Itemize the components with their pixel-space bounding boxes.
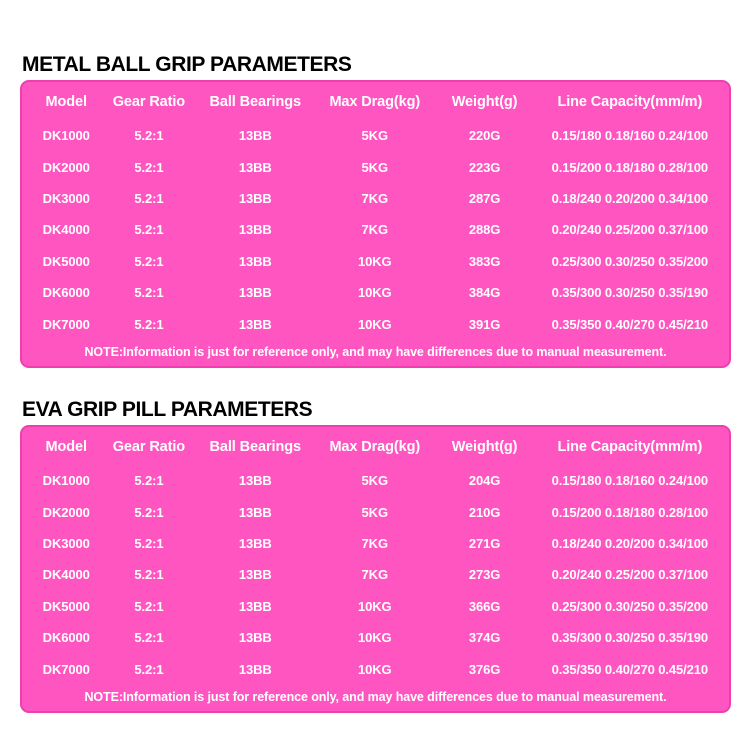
table-cell: 13BB (238, 128, 272, 144)
table-cell: 10KG (357, 253, 392, 269)
column-header: Gear Ratio (112, 94, 186, 110)
table-row (28, 496, 723, 527)
table-cell: DK4000 (42, 567, 90, 583)
table-row (28, 120, 723, 151)
table-row (28, 309, 723, 340)
table-cell: 5.2:1 (134, 661, 164, 677)
column-header: Line Capacity(mm/m) (557, 94, 703, 110)
table-cell: DK2000 (42, 159, 90, 175)
table-cell: 0.18/240 0.20/200 0.34/100 (551, 536, 709, 552)
table-cell: 5KG (361, 504, 388, 520)
table-cell: DK4000 (42, 222, 90, 238)
table-cell: 13BB (238, 191, 272, 207)
table-cell: DK1000 (42, 128, 90, 144)
eva-grip-pill-title: EVA GRIP PILL PARAMETERS (22, 398, 313, 421)
table-cell: DK6000 (42, 285, 90, 301)
table-cell: 384G (468, 285, 501, 301)
table-cell: 5.2:1 (134, 536, 164, 552)
table-cell: DK3000 (42, 536, 90, 552)
table-cell: DK7000 (42, 661, 90, 677)
table-cell: 10KG (357, 285, 392, 301)
table-row (28, 591, 723, 622)
table-cell: DK1000 (42, 473, 90, 489)
table-cell: 13BB (238, 316, 272, 332)
table-cell: 0.15/180 0.18/160 0.24/100 (551, 473, 709, 489)
table-cell: 287G (468, 191, 501, 207)
table-cell: 5.2:1 (134, 316, 164, 332)
table-row (28, 559, 723, 590)
table-cell: 383G (468, 253, 501, 269)
table-cell: 5.2:1 (134, 222, 164, 238)
table-cell: 0.25/300 0.30/250 0.35/200 (551, 253, 709, 269)
table-cell: 376G (468, 661, 501, 677)
table-row (28, 654, 723, 685)
table-cell: 5.2:1 (134, 159, 164, 175)
column-header: Model (45, 439, 87, 455)
table-cell: 5.2:1 (134, 285, 164, 301)
table-cell: 10KG (357, 316, 392, 332)
table-cell: 0.15/200 0.18/180 0.28/100 (551, 159, 709, 175)
table-cell: 13BB (238, 159, 272, 175)
table-cell: DK3000 (42, 191, 90, 207)
table-cell: 5.2:1 (134, 191, 164, 207)
table-cell: 0.15/200 0.18/180 0.28/100 (551, 504, 709, 520)
table-row (28, 277, 723, 308)
table-cell: 0.20/240 0.25/200 0.37/100 (551, 222, 709, 238)
table-cell: 0.35/350 0.40/270 0.45/210 (551, 316, 709, 332)
column-header: Gear Ratio (112, 439, 186, 455)
column-header: Model (45, 94, 87, 110)
table-cell: 13BB (238, 661, 272, 677)
table-cell: 13BB (238, 253, 272, 269)
table-cell: 0.35/350 0.40/270 0.45/210 (551, 661, 709, 677)
table-cell: 220G (468, 128, 501, 144)
table-cell: 223G (468, 159, 501, 175)
table-cell: 271G (468, 536, 501, 552)
table-row (28, 528, 723, 559)
table-cell: 5.2:1 (134, 598, 164, 614)
table-cell: 5.2:1 (134, 504, 164, 520)
table-cell: DK7000 (42, 316, 90, 332)
table-cell: 7KG (361, 567, 388, 583)
table-cell: 13BB (238, 598, 272, 614)
metal-ball-grip-title: METAL BALL GRIP PARAMETERS (22, 53, 352, 76)
table-cell: 0.18/240 0.20/200 0.34/100 (551, 191, 709, 207)
table-cell: 5KG (361, 473, 388, 489)
table-cell: 13BB (238, 222, 272, 238)
table-cell: 374G (468, 630, 501, 646)
table-cell: 13BB (238, 630, 272, 646)
table-note: NOTE:Information is just for reference only, and may have differences due to manual measurement. (84, 689, 667, 704)
table-cell: DK5000 (42, 253, 90, 269)
table-row (28, 183, 723, 214)
table-cell: 204G (468, 473, 501, 489)
table-cell: 5.2:1 (134, 630, 164, 646)
metal-ball-grip-table (20, 80, 731, 368)
table-cell: DK5000 (42, 598, 90, 614)
table-header-row (28, 84, 723, 120)
table-cell: 5.2:1 (134, 473, 164, 489)
table-note: NOTE:Information is just for reference only, and may have differences due to manual measurement. (84, 344, 667, 359)
table-cell: 5.2:1 (134, 253, 164, 269)
table-cell: DK2000 (42, 504, 90, 520)
table-cell: 0.35/300 0.30/250 0.35/190 (551, 285, 709, 301)
table-cell: 0.15/180 0.18/160 0.24/100 (551, 128, 709, 144)
table-cell: 10KG (357, 598, 392, 614)
table-cell: 5KG (361, 159, 388, 175)
table-cell: 13BB (238, 473, 272, 489)
table-cell: 288G (468, 222, 501, 238)
column-header: Ball Bearings (209, 439, 301, 455)
table-cell: 391G (468, 316, 501, 332)
table-cell: 7KG (361, 191, 388, 207)
table-cell: 13BB (238, 285, 272, 301)
table-cell: 0.20/240 0.25/200 0.37/100 (551, 567, 709, 583)
table-cell: 366G (468, 598, 501, 614)
table-row (28, 214, 723, 245)
table-cell: 5.2:1 (134, 128, 164, 144)
table-cell: 10KG (357, 661, 392, 677)
table-cell: 0.25/300 0.30/250 0.35/200 (551, 598, 709, 614)
column-header: Weight(g) (451, 439, 518, 455)
table-cell: 5KG (361, 128, 388, 144)
table-cell: 5.2:1 (134, 567, 164, 583)
table-cell: 10KG (357, 630, 392, 646)
table-cell: 210G (468, 504, 501, 520)
column-header: Max Drag(kg) (329, 439, 421, 455)
table-header-row (28, 429, 723, 465)
column-header: Ball Bearings (209, 94, 301, 110)
column-header: Weight(g) (451, 94, 518, 110)
table-cell: 0.35/300 0.30/250 0.35/190 (551, 630, 709, 646)
table-row (28, 246, 723, 277)
eva-grip-pill-table (20, 425, 731, 713)
table-cell: 13BB (238, 567, 272, 583)
table-cell: 13BB (238, 536, 272, 552)
table-cell: 7KG (361, 536, 388, 552)
table-cell: 13BB (238, 504, 272, 520)
table-cell: 7KG (361, 222, 388, 238)
table-row (28, 622, 723, 653)
table-cell: DK6000 (42, 630, 90, 646)
column-header: Max Drag(kg) (329, 94, 421, 110)
table-row (28, 151, 723, 182)
table-cell: 273G (468, 567, 501, 583)
column-header: Line Capacity(mm/m) (557, 439, 703, 455)
table-row (28, 465, 723, 496)
